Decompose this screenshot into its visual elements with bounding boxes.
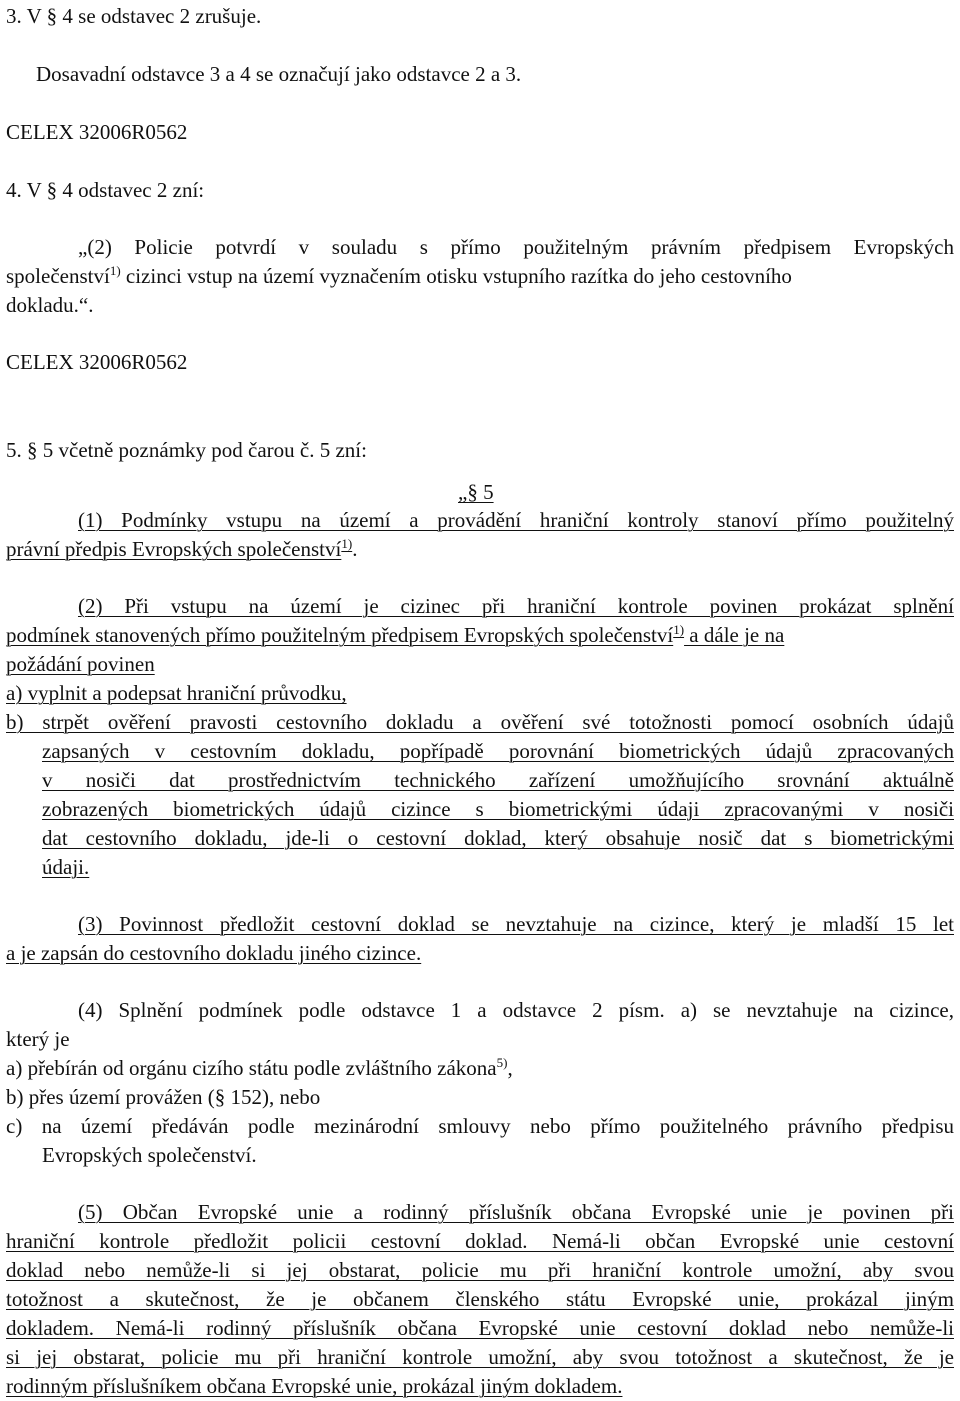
p2-item-b-line [42,853,954,882]
item-3-heading: 3. V § 4 se odstavec 2 zrušuje. [6,4,262,28]
item-4-heading: 4. V § 4 odstavec 2 zní: [6,178,205,202]
p2-item-b-line [42,824,954,853]
text-run: (2) Při vstupu na území je cizinec při hraniční kontrole povinen prokázat splnění [78,594,954,618]
text-run: a dále je na [684,623,785,647]
text-run: v nosiči dat prostřednictvím technického zařízení umožňujícího srovnání aktuálně [42,768,954,792]
p5-line [6,1256,954,1285]
footnote-ref: 1) [109,263,121,278]
celex-reference-1: CELEX 32006R0562 [6,120,188,144]
text-run: společenství [6,264,110,288]
text-run: rodinným příslušníkem občana Evropské unie, prokázal jiným dokladem. [6,1374,623,1398]
p2-line [6,650,954,679]
p2-item-b-line [42,737,954,766]
p2-line [6,621,954,650]
item-5-heading: 5. § 5 včetně poznámky pod čarou č. 5 zní: [6,438,367,462]
p2-item-b-line [42,795,954,824]
p2-line [78,592,954,621]
text-run: hraniční kontrole předložit policii cestovní doklad. Nemá-li občan Evropské unie cestovní [6,1229,954,1253]
section-mark [458,478,954,507]
p2-item-b-line [6,708,954,737]
p4-item-c-line: Evropských společenství. [42,1143,257,1167]
text-run: cizinci vstup na území vyznačením otisku vstupního razítka do jeho cestovního [120,264,792,288]
text-run: , [507,1056,513,1080]
footnote-ref: 5) [496,1055,508,1070]
text-run: si jej obstarat, policie mu při hraniční kontrole umožní, aby svou totožnost a skutečnost, že je [6,1345,954,1369]
text-run: doklad nebo nemůže-li si jej obstarat, policie mu při hraniční kontrole umožní, aby svou [6,1258,954,1282]
text-run: (1) Podmínky vstupu na území a provádění hraniční kontroly stanoví přímo použitelný [78,508,954,532]
item-3-note: Dosavadní odstavce 3 a 4 se označují jako odstavce 2 a 3. [36,62,522,86]
text-run: údaji. [42,855,90,879]
p1-line [6,535,954,564]
text-run: a je zapsán do cestovního dokladu jiného cizince. [6,941,422,965]
footnote-ref: 1) [673,622,685,637]
text-run: (3) Povinnost předložit cestovní doklad se nevztahuje na cizince, který je mladší 15 let [78,912,954,936]
p5-line [6,1343,954,1372]
text-run: b) strpět ověření pravosti cestovního dokladu a ověření své totožnosti pomocí osobních údajů [6,710,954,734]
p5-line [6,1372,954,1401]
p3-line [6,939,954,968]
p4-item-a [6,1054,954,1083]
text-run: podmínek stanovených přímo použitelným předpisem Evropských společenství [6,623,674,647]
p5-line [6,1227,954,1256]
text-run: . [352,537,358,561]
p3-line [78,910,954,939]
p4-item-b: b) přes území provážen (§ 152), nebo [6,1085,321,1109]
p4-line: který je [6,1027,70,1051]
text-run: právní předpis Evropských společenství [6,537,342,561]
p5-line [6,1314,954,1343]
text-run: dat cestovního dokladu, jde-li o cestovní doklad, který obsahuje nosič dat s biometrickými [42,826,954,850]
p5-line [6,1285,954,1314]
item-4-paragraph-line [6,262,954,291]
footnote-ref: 1) [341,536,353,551]
text-run: dokladem. Nemá-li rodinný příslušník občana Evropské unie cestovní doklad nebo nemůže-li [6,1316,954,1340]
item-4-paragraph-line: dokladu.“. [6,293,94,317]
p2-item-b-line [42,766,954,795]
p1-line [78,506,954,535]
text-run: zapsaných v cestovním dokladu, popřípadě porovnání biometrických údajů zpracovaných [42,739,954,763]
text-run: požádání povinen [6,652,155,676]
text-run: totožnost a skutečnost, že je občanem členského státu Evropské unie, prokázal jiným [6,1287,954,1311]
p4-line: (4) Splnění podmínek podle odstavce 1 a odstavce 2 písm. a) se nevztahuje na cizince, [78,998,954,1022]
p2-item-a [6,679,954,708]
text-run: (5) Občan Evropské unie a rodinný příslušník občana Evropské unie je povinen při [78,1200,954,1224]
text-run: a) vyplnit a podepsat hraniční průvodku, [6,681,347,705]
text-run: a) přebírán od orgánu cizího státu podle zvláštního zákona [6,1056,497,1080]
p4-item-c-line: c) na území předáván podle mezinárodní smlouvy nebo přímo použitelného právního předpisu [6,1114,954,1138]
text-run: zobrazených biometrických údajů cizince s biometrickými údaji zpracovanými v nosiči [42,797,954,821]
celex-reference-2: CELEX 32006R0562 [6,350,188,374]
p5-line [78,1198,954,1227]
section-mark-text: „§ 5 [458,480,494,504]
item-4-paragraph-line: „(2) Policie potvrdí v souladu s přímo použitelným právním předpisem Evropských [78,235,954,259]
